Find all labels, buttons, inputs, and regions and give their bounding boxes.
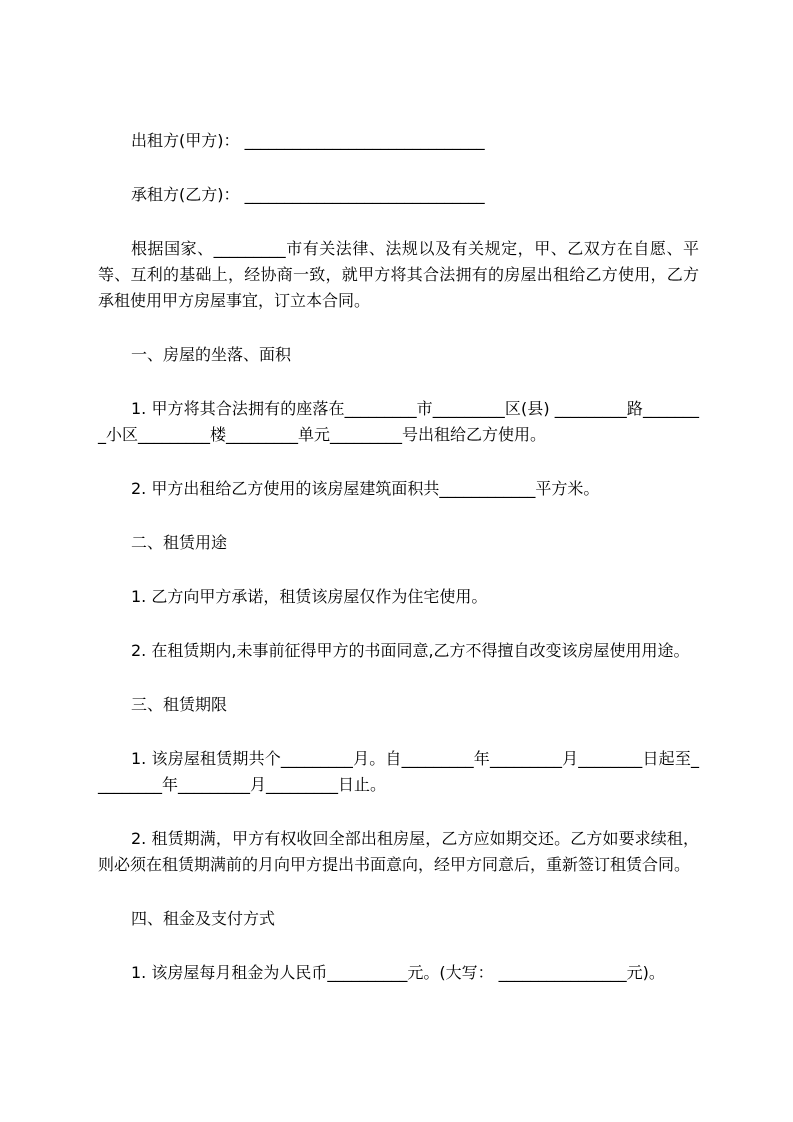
clause-2-2-no-change-of-use: 2. 在租赁期内,未事前征得甲方的书面同意,乙方不得擅自改变该房屋使用用途。 [131, 641, 690, 660]
document-text-area [98, 0, 699, 1014]
section-4-heading: 四、租金及支付方式 [131, 909, 276, 928]
section-2-heading: 二、租赁用途 [131, 533, 228, 552]
clause-4-1-monthly-rent: 1. 该房屋每月租金为人民币__________元。(大写： ________________元)。 [131, 963, 665, 982]
clause-3-1-lease-term: 1. 该房屋租赁期共个_________月。自_________年_________月________日起至_________年_________月_________日止。 [98, 749, 699, 794]
lessor-party-line: 出租方(甲方)： ______________________________ [131, 131, 485, 150]
lessee-party-line: 承租方(乙方)： ______________________________ [131, 185, 485, 204]
clause-3-2-return-and-renewal: 2. 租赁期满，甲方有权收回全部出租房屋，乙方应如期交还。乙方如要求续租，则必须在租赁期满前的月向甲方提出书面意向，经甲方同意后，重新签订租赁合同。 [98, 829, 699, 874]
clause-1-1-house-location: 1. 甲方将其合法拥有的座落在_________市_________区(县) _________路________小区_________楼_________单元_________号出租给乙方使用。 [98, 399, 699, 444]
clause-1-2-floor-area: 2. 甲方出租给乙方使用的该房屋建筑面积共____________平方米。 [131, 479, 600, 498]
section-1-heading: 一、房屋的坐落、面积 [131, 345, 292, 364]
section-3-heading: 三、租赁期限 [131, 695, 228, 714]
clause-2-1-residential-use: 1. 乙方向甲方承诺，租赁该房屋仅作为住宅使用。 [131, 587, 488, 606]
preamble-paragraph: 根据国家、_________市有关法律、法规以及有关规定，甲、乙双方在自愿、平等、互利的基础上，经协商一致，就甲方将其合法拥有的房屋出租给乙方使用，乙方承租使用甲方房屋事宜，订立本合同。 [98, 239, 699, 310]
